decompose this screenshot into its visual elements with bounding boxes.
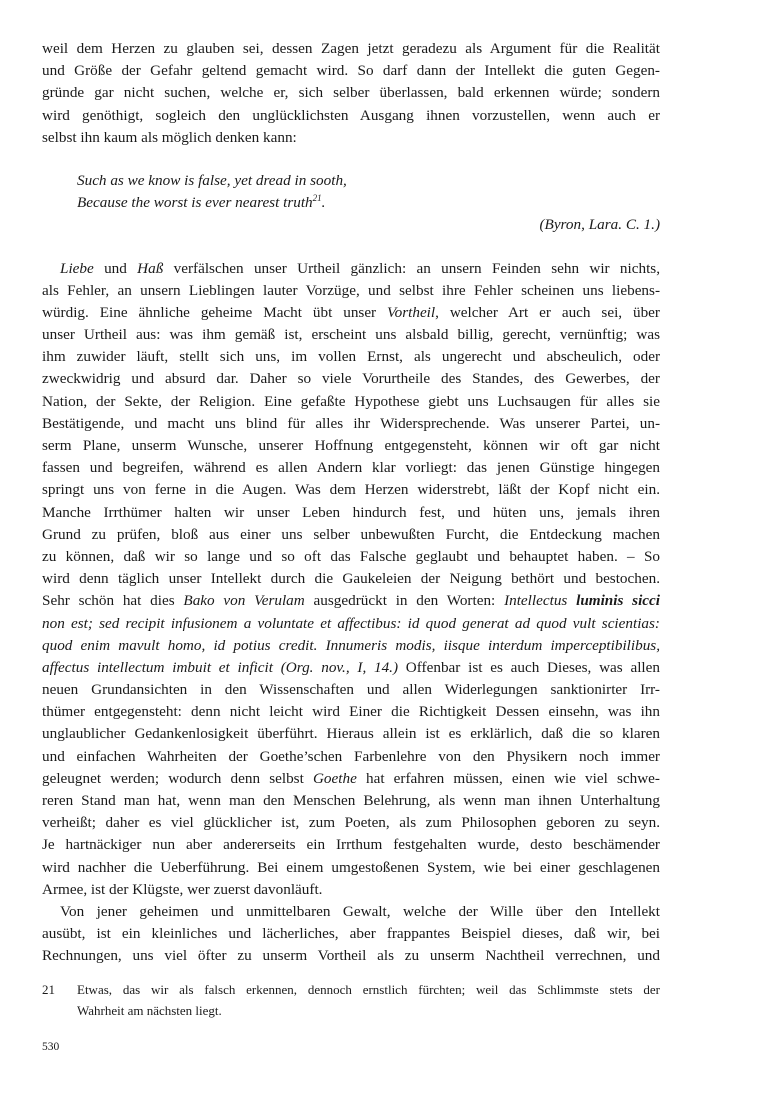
footnote-line: Wahrheit am nächsten liegt. — [77, 1002, 222, 1018]
paragraph-2 — [42, 258, 660, 901]
text-line: Je hartnäckiger nun aber andererseits ein Irrthum festgehalten wurde, desto beschämender — [42, 836, 660, 854]
text-line: Nation, der Sekte, der Religion. Eine gefaßte Hypothese giebt uns Luchsaugen für alles sie — [42, 392, 660, 410]
text-line: selbst ihn kaum als möglich denken kann: — [42, 128, 297, 146]
text-line: serm Plane, unserm Wunsche, unserer Hoffnung entgegensteht, können wir oft gar nicht — [42, 437, 660, 454]
footnote — [42, 980, 660, 1021]
text-line: fassen und begreifen, während es allen Andern klar vorliegt: das jenen Günstige hingegen — [42, 459, 660, 477]
text-line: reren Stand man hat, wenn man den Menschen Belehrung, als wenn man ihnen Unterhaltung — [42, 792, 660, 809]
text-line: weil dem Herzen zu glauben sei, dessen Zagen jetzt geradezu als Argument für die Realität — [42, 40, 660, 57]
text-line: verheißt; daher es viel glücklicher ist, zum Poeten, als zum Philosophen geboren zu seyn. — [42, 814, 660, 832]
quote-source: (Byron, Lara. C. 1.) — [539, 216, 660, 234]
text-line: Armee, ist der Klügste, wer zuerst davonläuft. — [42, 880, 323, 898]
page-number: 530 — [42, 1041, 60, 1053]
text-line: non est; sed recipit infusionem a voluntate et affectibus: id quod generat ad quod vult scientias: — [42, 614, 660, 632]
text-line: Rechnungen, uns viel öfter zu unserm Vortheil als zu unserm Nachtheil verrechnen, und — [42, 947, 660, 965]
text-line: neuen Grundansichten in den Wissenschaften und allen Widerlegungen sanktionirter Irr- — [42, 681, 660, 699]
text-line: quod enim mavult homo, id potius credit. Innumeris modis, iisque interdum imperceptibilibus, — [42, 636, 660, 654]
verse-quote — [42, 170, 660, 214]
footnote-line: Etwas, das wir als falsch erkennen, dennoch ernstlich fürchten; weil das Schlimmste stets der — [77, 982, 660, 997]
text-line: und Größe der Gefahr geltend gemacht wird. So darf dann der Intellekt die guten Gegen- — [42, 62, 660, 80]
text-line: unglaublicher Gedankenlosigkeit überführt. Hieraus allein ist es erklärlich, daß die so klaren — [42, 725, 660, 743]
text-line: Sehr schön hat dies Bako von Verulam ausgedrückt in den Worten: Intellectus luminis sicci — [42, 592, 660, 610]
text-line: als Fehler, an unsern Lieblingen lauter Vorzüge, und selbst ihre Fehler scheinen uns liebens- — [42, 281, 660, 299]
text-line: würdig. Eine ähnliche geheime Macht übt unser Vortheil, welcher Art er auch sei, über — [42, 303, 660, 321]
text-line: thümer entgegensteht: denn nicht leicht wird Einer die Richtigkeit Dessen einsehn, was ihn — [42, 703, 660, 721]
text-line: affectus intellectum imbuit et inficit (Org. nov., I, 14.) Offenbar ist es auch Dieses, was allen — [42, 658, 660, 676]
paragraph-1 — [42, 38, 660, 149]
paragraph-3 — [42, 901, 660, 968]
text-line: zweckwidrig und absurd dar. Daher so viele Vorurtheile des Standes, des Gewerbes, der — [42, 370, 660, 388]
text-line: unser Urtheil aus: was ihm gemäß ist, erscheint uns alsbald billig, gerecht, vernünftig; was — [42, 326, 660, 344]
text-line: Bestätigende, und macht uns blind für alles ihr Widersprechende. Was unserer Partei, un- — [42, 414, 660, 432]
text-line: Grund zu prüfen, bloß aus einer uns selber unbewußten Furcht, die Entdeckung machen — [42, 525, 660, 543]
text-line: springt uns von ferne in die Augen. Was dem Herzen widerstrebt, läßt der Kopf nicht ein. — [42, 481, 660, 499]
text-line: wird nachher die Ueberführung. Bei einem umgestoßenen System, wie bei einer geschlagenen — [42, 858, 660, 876]
text-line: Von jener geheimen und unmittelbaren Gewalt, welche der Wille über den Intellekt — [60, 902, 660, 920]
verse-line: Because the worst is ever nearest truth$^{21}$. — [77, 193, 326, 212]
text-line: gründe gar nicht suchen, welche er, sich selber überlassen, bald erkennen würde; sondern — [42, 84, 660, 102]
footnote-number: 21 — [42, 982, 55, 997]
text-line: ihm zuwider läuft, stellt sich uns, im vollen Ernst, als ungerecht und abscheulich, oder — [42, 348, 660, 366]
verse-line: Such as we know is false, yet dread in sooth, — [77, 171, 347, 189]
text-line: geleugnet werden; wodurch denn selbst Goethe hat erfahren müssen, einen wie viel schwe- — [42, 769, 660, 787]
text-line: wird denn täglich unser Intellekt durch die Gaukeleien der Neigung bethört und bestochen. — [42, 570, 660, 588]
footnote-reference: 21 — [312, 193, 322, 204]
page-body — [42, 38, 660, 968]
text-line: wird genöthigt, sogleich den unglücklichsten Ausgang ihnen vorzustellen, wenn auch er — [42, 106, 660, 124]
text-line: zu können, daß wir so lange und so oft das Falsche geglaubt und behauptet haben. – So — [42, 547, 660, 565]
text-line: Liebe und Haß verfälschen unser Urtheil gänzlich: an unsern Feinden sehn wir nichts, — [60, 259, 660, 277]
text-line: und einfachen Wahrheiten der Goethe’schen Farbenlehre von den Physikern noch immer — [42, 747, 660, 765]
text-line: ausübt, ist ein kleinliches und lächerliches, aber frappantes Beispiel dieses, daß wir, bei — [42, 925, 660, 943]
text-line: Manche Irrthümer halten wir unser Leben hindurch fest, und hüten uns, jemals ihren — [42, 503, 660, 521]
